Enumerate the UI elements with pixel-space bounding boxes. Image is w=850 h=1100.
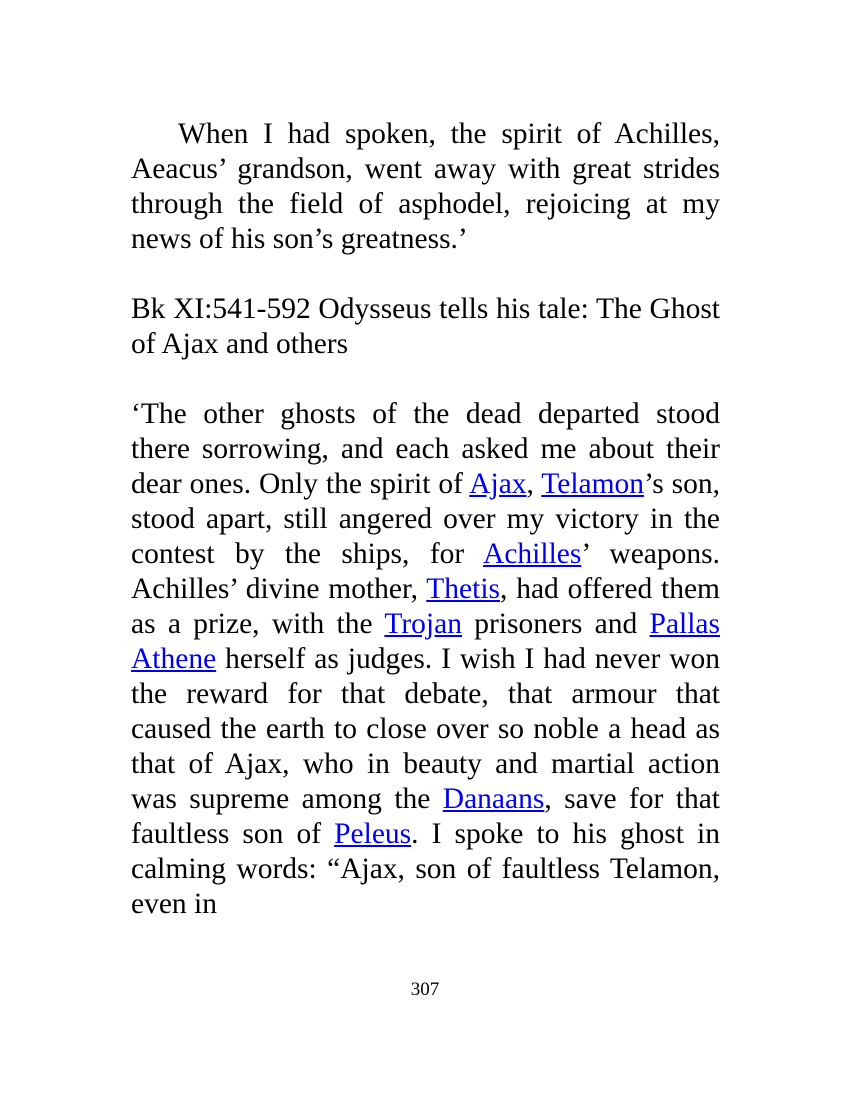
text-run: ‘The other ghosts of the dead departed stood there sorrowing, and each asked me about their dear ones. Only the spirit of [131, 398, 720, 500]
page-number: 307 [410, 979, 440, 1000]
link-danaans[interactable]: Danaans [442, 783, 545, 815]
link-thetis[interactable]: Thetis [426, 573, 501, 605]
paragraph-gap [131, 257, 720, 292]
link-peleus[interactable]: Peleus [334, 818, 412, 850]
text-run: ’ weapons. Achilles’ divine mother, [131, 538, 720, 605]
text-run: herself as judges. I wish I had never won the reward for that debate, that armour that caused the earth to close over so noble a head as that of Ajax, who in beauty and martial action was supreme among the [131, 643, 720, 815]
link-achilles[interactable]: Achilles [483, 538, 582, 570]
link-athene[interactable]: Athene [131, 643, 217, 675]
paragraph-achilles-departs: When I had spoken, the spirit of Achilles, Aeacus’ grandson, went away with great strides through the field of asphodel, rejoicing at my news of his son’s greatness.’ [131, 118, 720, 255]
section-heading: Bk XI:541-592 Odysseus tells his tale: The Ghost of Ajax and others [131, 293, 720, 360]
link-pallas[interactable]: Pallas [649, 608, 720, 640]
text-run: . I spoke to his ghost in calming words: “Ajax, son of faultless Telamon, even in [131, 818, 720, 920]
text-run: , had offered them as a prize, with the [131, 573, 720, 640]
paragraph-ghost-of-ajax [131, 397, 720, 922]
link-trojan[interactable]: Trojan [384, 608, 462, 640]
page-content [131, 117, 720, 922]
text-run: prisoners and [461, 608, 650, 640]
text-run: , [526, 468, 542, 500]
link-telamon[interactable]: Telamon [541, 468, 645, 500]
link-ajax[interactable]: Ajax [469, 468, 527, 500]
paragraph-gap [131, 362, 720, 397]
text-run: ’s son, stood apart, still angered over my victory in the contest by the ships, for [131, 468, 720, 570]
text-run: , save for that faultless son of [131, 783, 720, 850]
